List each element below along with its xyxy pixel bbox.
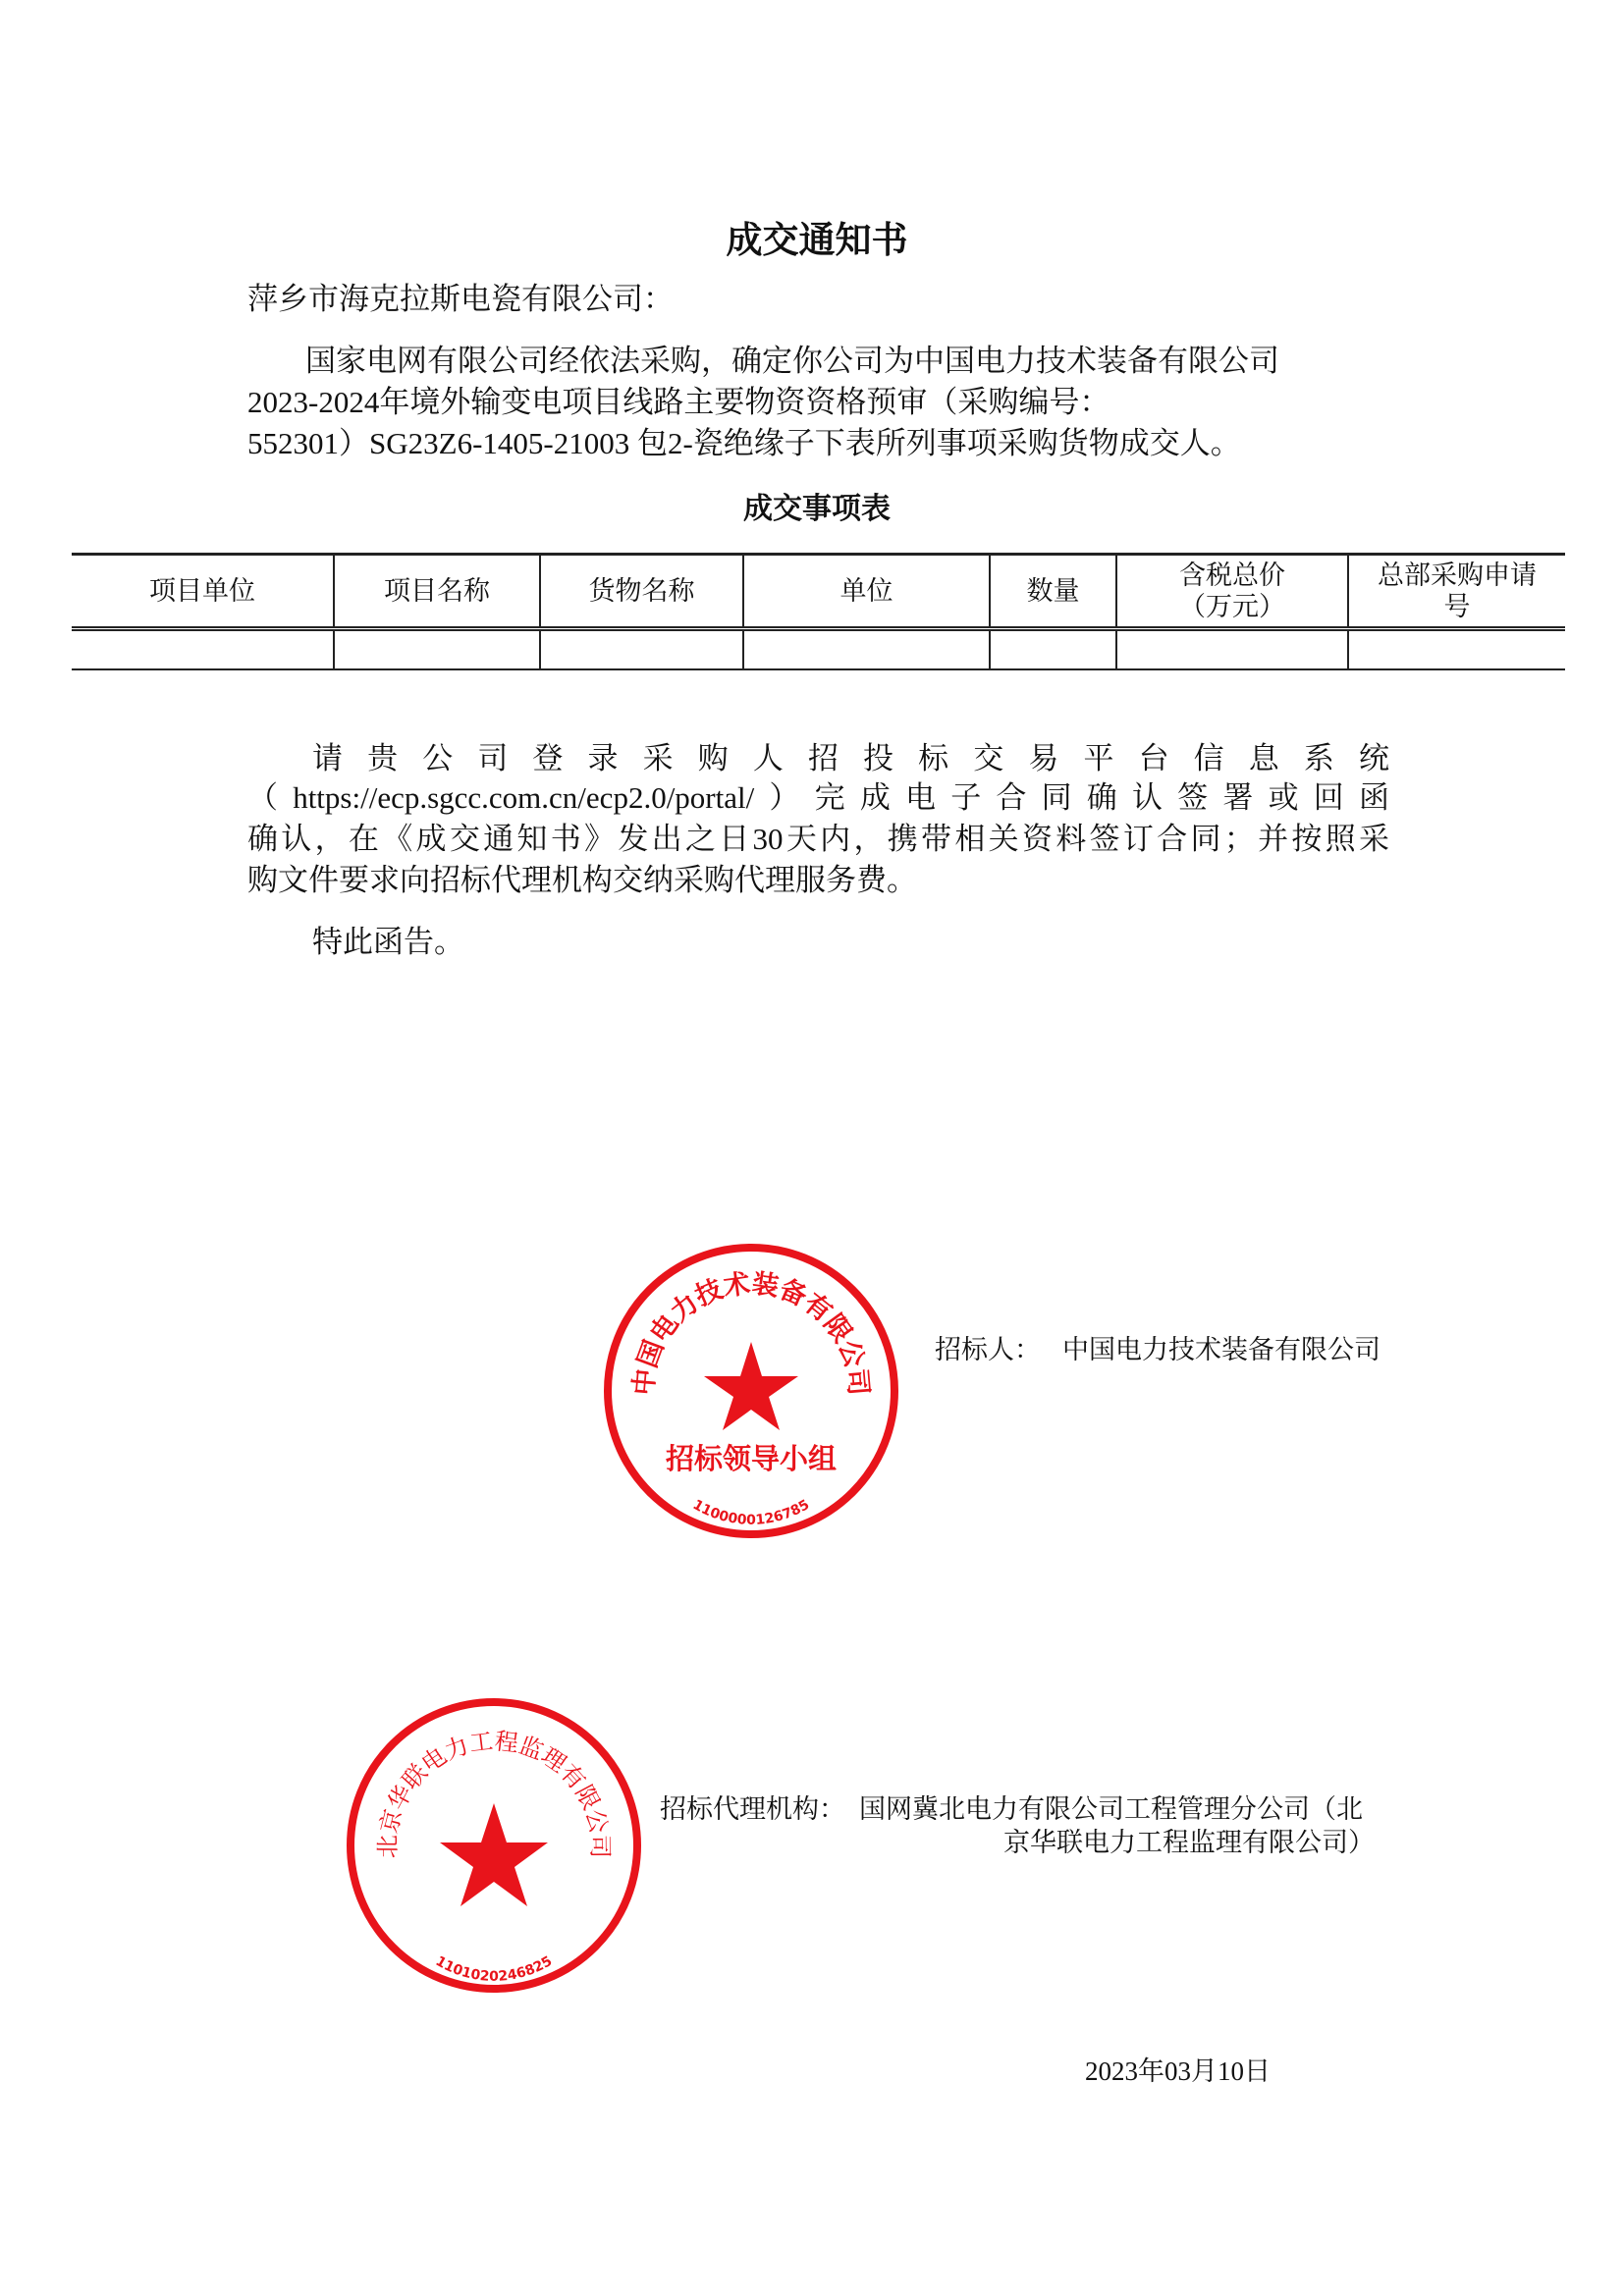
header-text: 项目名称	[384, 576, 490, 606]
header-text: 号	[1443, 592, 1471, 621]
header-unit	[743, 555, 990, 629]
document-title: 成交通知书	[726, 221, 908, 261]
table-title: 成交事项表	[743, 493, 891, 525]
salutation: 萍乡市海克拉斯电瓷有限公司：	[247, 282, 674, 316]
paragraph-line: （https://ecp.sgcc.com.cn/ecp2.0/portal/）完成电子合同确认签署或回函	[247, 780, 1389, 815]
seal-arc-text: 北京华联电力工程监理有限公司	[373, 1727, 615, 1859]
seal-number: 1100000126785	[689, 1496, 813, 1528]
agency-name: 国网冀北电力有限公司工程管理分公司（北	[859, 1794, 1363, 1824]
agency-line-2: 京华联电力工程监理有限公司）	[1003, 1828, 1375, 1857]
table-cell	[334, 629, 540, 670]
header-text: 货物名称	[588, 576, 695, 606]
star-icon	[440, 1803, 548, 1906]
tenderer-seal-stamp	[599, 1239, 903, 1543]
seal-arc-text: 中国电力技术装备有限公司	[628, 1268, 874, 1397]
date: 2023年03月10日	[1085, 2056, 1271, 2086]
header-total-price	[1116, 555, 1348, 629]
table-cell	[743, 629, 990, 670]
table-cell	[990, 629, 1116, 670]
paragraph-line: 购文件要求向招标代理机构交纳采购代理服务费。	[247, 863, 917, 897]
paragraph-line: 确认，在《成交通知书》发出之日30天内，携带相关资料签订合同；并按照采	[247, 822, 1389, 856]
header-text: 总部采购申请	[1378, 561, 1537, 590]
header-project-unit	[72, 555, 334, 629]
table-cell	[72, 629, 334, 670]
header-project-name	[334, 555, 540, 629]
star-icon	[704, 1342, 798, 1430]
paragraph-line: 2023-2024年境外输变电项目线路主要物资资格预审（采购编号：	[247, 385, 1110, 419]
agency-label: 招标代理机构：	[660, 1794, 845, 1824]
agency-seal-stamp	[344, 1695, 648, 2000]
tenderer-name: 中国电力技术装备有限公司	[1062, 1335, 1380, 1364]
tenderer-line	[935, 1328, 1380, 1366]
header-text: （万元）	[1179, 592, 1285, 621]
seal-center-text: 招标领导小组	[665, 1442, 838, 1475]
header-text: 数量	[1026, 576, 1080, 606]
header-request-number	[1348, 555, 1565, 629]
header-text: 含税总价	[1179, 561, 1285, 590]
closing-text: 特此函告。	[312, 925, 464, 959]
header-text: 单位	[839, 576, 893, 606]
paragraph-line: 552301）SG23Z6-1405-21003 包2-瓷绝缘子下表所列事项采购货物成交人。	[247, 426, 1241, 460]
paragraph-line: 请贵公司登录采购人招投标交易平台信息系统	[312, 741, 1389, 775]
table-row	[72, 629, 1565, 670]
seal-number: 1101020246825	[432, 1952, 556, 1985]
header-text: 项目单位	[149, 576, 255, 606]
table-header-row	[72, 555, 1565, 629]
header-quantity	[990, 555, 1116, 629]
table-cell	[540, 629, 743, 670]
table-cell	[1348, 629, 1565, 670]
paragraph-line: 国家电网有限公司经依法采购，确定你公司为中国电力技术装备有限公司	[305, 344, 1279, 378]
items-table	[72, 553, 1565, 670]
tenderer-label: 招标人：	[935, 1335, 1041, 1364]
header-goods-name	[540, 555, 743, 629]
table-cell	[1116, 629, 1348, 670]
